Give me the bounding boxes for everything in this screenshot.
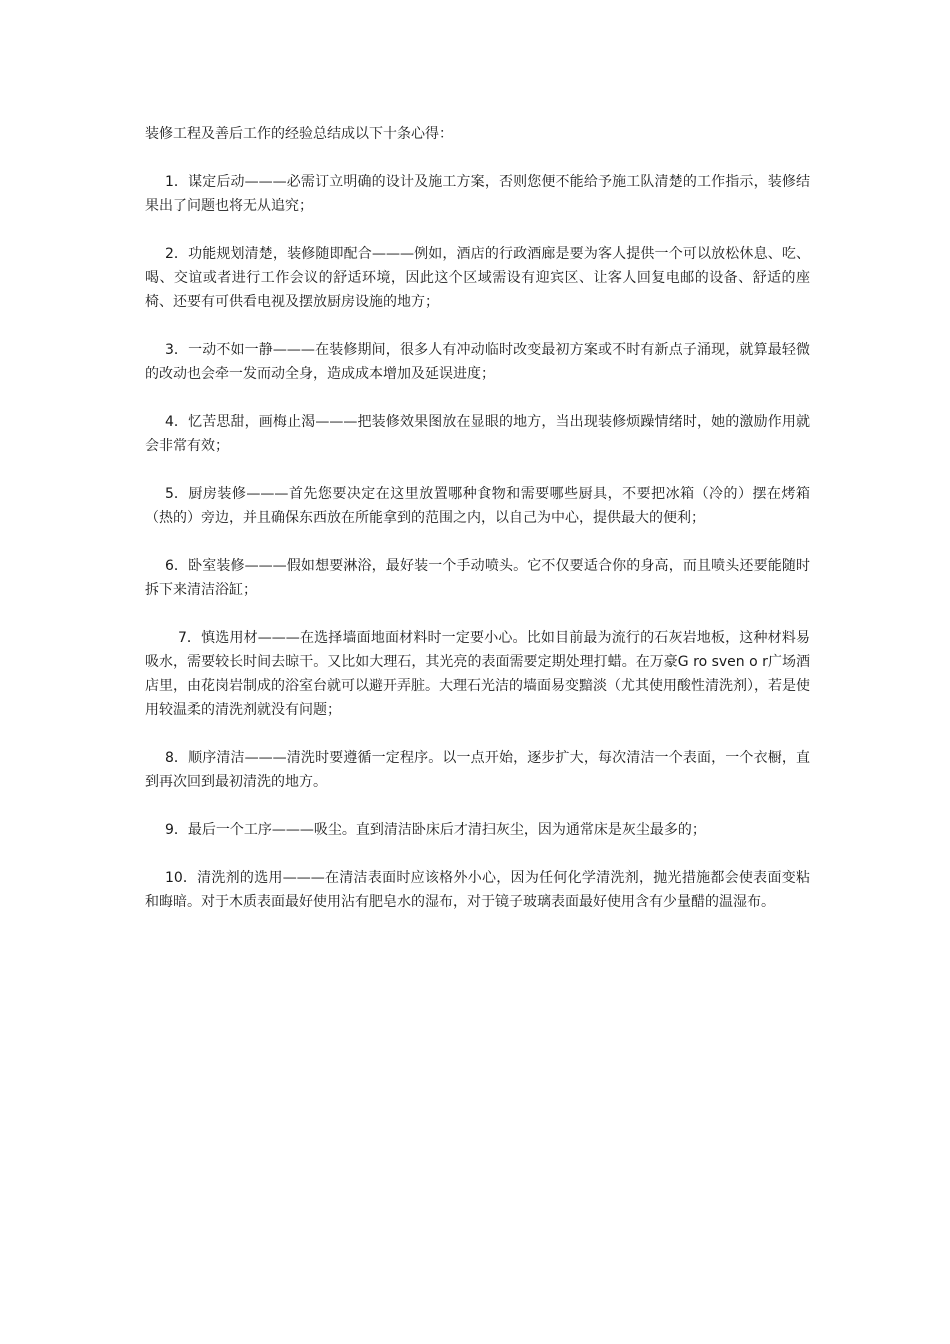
tip-number: 7． <box>178 630 201 646</box>
tip-number: 2． <box>165 246 188 262</box>
tip-number: 8． <box>165 750 188 766</box>
tip-item-6 <box>145 554 810 602</box>
tip-text-continued: 广场酒店里，由花岗岩制成的浴室台就可以避开弄脏。大理石光洁的墙面易变黯淡（尤其使用酸性清洗剂），若是使用较温柔的清洗剂就没有问题； <box>145 654 811 718</box>
tip-text: 谋定后动———必需订立明确的设计及施工方案，否则您便不能给予施工队清楚的工作指示，装修结果出了问题也将无从追究； <box>145 174 810 214</box>
tip-text: 一动不如一静———在装修期间，很多人有冲动临时改变最初方案或不时有新点子涌现，就算最轻微的改动也会牵一发而动全身，造成成本增加及延误进度； <box>145 342 810 382</box>
tip-number: 9． <box>165 822 188 838</box>
tip-item-10 <box>145 866 810 914</box>
tip-item-4 <box>145 410 810 458</box>
tip-text: 忆苦思甜，画梅止渴———把装修效果图放在显眼的地方，当出现装修烦躁情绪时，她的激励作用就会非常有效； <box>145 414 810 454</box>
tip-item-7 <box>145 626 810 722</box>
tip-text: 慎选用材———在选择墙面地面材料时一定要小心。比如目前最为流行的石灰岩地板，这种材料易吸水，需要较长时间去晾干。又比如大理石，其光亮的表面需要定期处理打蜡。在万豪 <box>145 630 810 670</box>
intro-paragraph: 装修工程及善后工作的经验总结成以下十条心得： <box>145 126 453 142</box>
tip-number: 5． <box>165 486 188 502</box>
document-body <box>145 122 810 938</box>
tip-text: 卧室装修———假如想要淋浴，最好装一个手动喷头。它不仅要适合你的身高，而且喷头还要能随时拆下来清洁浴缸； <box>145 558 810 598</box>
tip-item-5 <box>145 482 810 530</box>
tip-text: 顺序清洁———清洗时要遵循一定程序。以一点开始，逐步扩大，每次清洁一个表面，一个衣橱，直到再次回到最初清洗的地方。 <box>145 750 810 790</box>
tip-text: 功能规划清楚，装修随即配合———例如，酒店的行政酒廊是要为客人提供一个可以放松休息、吃、喝、交谊或者进行工作会议的舒适环境，因此这个区域需设有迎宾区、让客人回复电邮的设备、舒适的座椅、还要有可供看电视及摆放厨房设施的地方； <box>145 246 810 310</box>
tip-text: 最后一个工序———吸尘。直到清洁卧床后才清扫灰尘，因为通常床是灰尘最多的； <box>187 822 706 838</box>
tip-number: 6． <box>165 558 188 574</box>
tip-item-9 <box>145 818 810 842</box>
tip-item-3 <box>145 338 810 386</box>
tip-text: 清洗剂的选用———在清洁表面时应该格外小心，因为任何化学清洗剂，抛光措施都会使表面变粘和晦暗。对于木质表面最好使用沾有肥皂水的湿布，对于镜子玻璃表面最好使用含有少量醋的温湿布。 <box>145 870 810 910</box>
hotel-name-latin: G ro sven o r <box>677 654 768 670</box>
tip-number: 1． <box>165 174 188 190</box>
tip-item-2 <box>145 242 810 314</box>
tip-number: 4． <box>165 414 188 430</box>
tip-text: 厨房装修———首先您要决定在这里放置哪种食物和需要哪些厨具，不要把冰箱（冷的）摆在烤箱（热的）旁边，并且确保东西放在所能拿到的范围之内，以自己为中心，提供最大的便利； <box>145 486 810 526</box>
tip-item-1 <box>145 170 810 218</box>
tip-number: 3． <box>165 342 188 358</box>
tip-number: 10． <box>165 870 197 886</box>
tip-item-8 <box>145 746 810 794</box>
